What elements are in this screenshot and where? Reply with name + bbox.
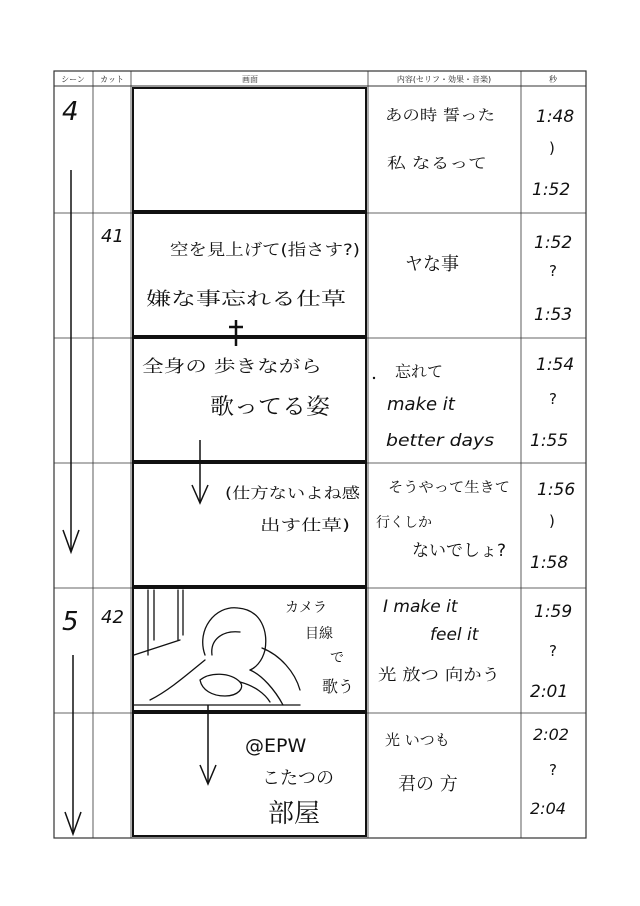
content-line: better days (386, 431, 495, 451)
screen-note: 嫌な事忘れる仕草 (146, 289, 346, 310)
seconds-column (530, 107, 575, 818)
content-line: そうやって生きて (388, 480, 500, 496)
content-line: ないでしょ? (412, 541, 507, 561)
time-start: 1:48 (536, 107, 575, 127)
screen-note: 空を見上げて(指さす?) (170, 240, 360, 259)
screen-note: 全身の 歩きながら (142, 357, 322, 377)
screen-frames (133, 88, 366, 836)
content-line: 光 いつも (385, 731, 450, 749)
screen-note: 目線 (305, 626, 333, 642)
screen-note: @EPW (245, 735, 307, 757)
time-sep: ? (549, 390, 557, 408)
screen-note: で (330, 650, 344, 666)
content-line: 私 なるって (387, 154, 487, 172)
content-line: 忘れて (395, 362, 444, 381)
screen-note: 歌う (322, 677, 355, 696)
screen-column (134, 240, 360, 829)
cross-mark-icon (229, 320, 243, 346)
content-line: 光 放つ 向かう (378, 665, 500, 684)
time-sep: ? (549, 642, 557, 660)
scene-continue-arrow (65, 655, 81, 834)
screen-note: カメラ (285, 600, 327, 616)
time-sep: ? (549, 262, 557, 280)
content-line: make it (387, 394, 455, 415)
time-start: 1:54 (536, 355, 575, 375)
cut-number: 42 (101, 607, 124, 628)
time-sep: ) (549, 139, 555, 157)
time-start: 1:52 (534, 233, 573, 253)
content-column (376, 106, 510, 795)
content-line: ヤな事 (405, 254, 459, 275)
stray-dot (373, 377, 375, 379)
time-end: 1:58 (530, 553, 569, 573)
content-line: I make it (383, 597, 458, 617)
screen-note: こたつの (262, 768, 334, 789)
time-end: 1:52 (532, 180, 571, 200)
cut-column (101, 226, 124, 628)
scene-continue-arrow (63, 170, 79, 552)
header-cut: カット (100, 75, 124, 84)
screen-note: 歌ってる姿 (210, 395, 330, 420)
down-arrow-icon (192, 440, 208, 503)
screen-note: (仕方ないよね感 (225, 484, 360, 502)
content-line: 行くしか (376, 515, 432, 531)
content-line: feel it (430, 625, 479, 645)
time-end: 1:55 (530, 431, 569, 451)
scene-column (62, 97, 81, 834)
table-header (61, 74, 558, 84)
time-end: 2:01 (530, 682, 569, 702)
header-seconds: 秒 (549, 75, 557, 84)
screen-note: 部屋 (268, 799, 321, 829)
down-arrow-icon (200, 705, 216, 784)
time-end: 1:53 (534, 305, 573, 325)
screen-note: 出す仕草) (260, 516, 350, 534)
content-line: 君の 方 (398, 774, 458, 795)
time-start: 2:02 (533, 725, 569, 744)
header-content: 内容(セリフ・効果・音楽) (396, 75, 492, 84)
cut-number: 41 (101, 226, 124, 247)
scene-number: 5 (62, 607, 79, 637)
character-sketch (134, 590, 300, 705)
time-sep: ? (549, 761, 557, 779)
time-start: 1:56 (537, 480, 576, 500)
header-screen: 画面 (242, 75, 258, 84)
frame-1 (133, 88, 366, 211)
frame-2 (133, 213, 366, 336)
time-end: 2:04 (530, 799, 566, 818)
scene-number: 4 (62, 97, 79, 127)
time-start: 1:59 (534, 602, 573, 622)
content-line: あの時 誓った (385, 106, 495, 124)
time-sep: ) (549, 512, 555, 530)
header-scene: シーン (61, 75, 85, 84)
